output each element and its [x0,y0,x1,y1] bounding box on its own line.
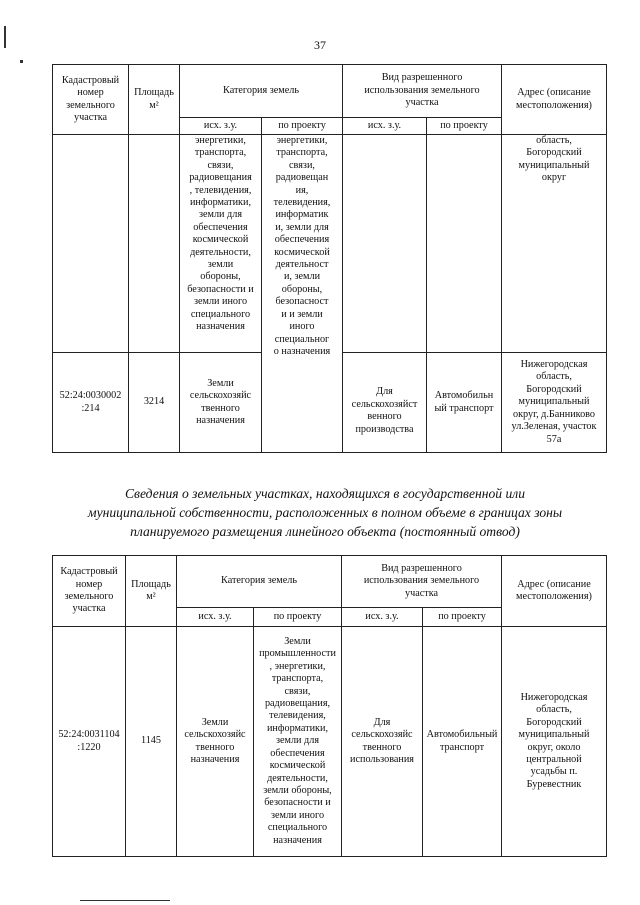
header-land-category: Категория земель [177,556,342,608]
section-title: Сведения о земельных участках, находящихся в государственной или муниципальной собственности, расположенных в полном объеме в границах зоны планируемого размещения линейного объекта (постоянный отвод) [87,486,563,539]
footnote-rule [80,900,170,901]
cell-use-existing-empty [343,135,427,353]
cell-area: 3214 [129,353,180,453]
header-area: Площадь м² [129,65,180,135]
header-category-existing: исх. з.у. [180,118,262,135]
cell-use-proposed-empty [427,135,502,353]
header-permitted-use: Вид разрешенного использования земельного участка [343,65,502,118]
cell-use-proposed: Автомобильный транспорт [423,627,502,857]
table-row [53,627,607,857]
cell-use-existing: Для сельскохозяйст венного производства [343,353,427,453]
cell-address: Нижегородская область, Богородский муниципальный округ, около центральной усадьбы п. Буревестник [502,627,607,857]
page-number: 37 [314,38,326,52]
cell-category-proposed: энергетики, транспорта, связи, радиовещан ия, телевидения, информатик и, земли для обеспечения космической деятельност и, земли обороны, безопасност и и земли иного специальног о назначения [262,135,343,453]
header-land-category: Категория земель [180,65,343,118]
cell-use-proposed: Автомобильн ый транспорт [427,353,502,453]
header-use-proposed: по проекту [423,608,502,627]
cell-category-existing: Земли сельскохозяйс твенного назначения [177,627,254,857]
cell-address: область, Богородский муниципальный округ [502,135,607,353]
table-row [53,135,607,353]
cell-area: 1145 [126,627,177,857]
header-address: Адрес (описание местоположения) [502,556,607,627]
cell-category-existing: Земли сельскохозяйс твенного назначения [180,353,262,453]
cell-area-empty [129,135,180,353]
header-cadastral-number: Кадастровый номер земельного участка [53,556,126,627]
header-category-proposed: по проекту [254,608,342,627]
cell-cadastral-empty [53,135,129,353]
cell-cadastral-number: 52:24:0030002 :214 [53,353,129,453]
cell-cadastral-number: 52:24:0031104 :1220 [53,627,126,857]
header-category-proposed: по проекту [262,118,343,135]
header-use-proposed: по проекту [427,118,502,135]
scan-mark [20,60,23,63]
cell-use-existing: Для сельскохозяйс твенного использования [342,627,423,857]
cell-category-proposed: Земли промышленности , энергетики, транспорта, связи, радиовещания, телевидения, информатики, земли для обеспечения космической деятельности, земли обороны, безопасности и земли иного специального назначения [254,627,342,857]
header-category-existing: исх. з.у. [177,608,254,627]
land-plots-table-2 [52,555,607,857]
cell-category-existing: энергетики, транспорта, связи, радиовещания , телевидения, информатики, земли для обеспечения космической деятельности, земли обороны, безопасности и земли иного специального назначения [180,135,262,353]
land-plots-table-1 [52,64,607,453]
header-address: Адрес (описание местоположения) [502,65,607,135]
header-use-existing: исх. з.у. [343,118,427,135]
header-cadastral-number: Кадастровый номер земельного участка [53,65,129,135]
header-use-existing: исх. з.у. [342,608,423,627]
header-permitted-use: Вид разрешенного использования земельного участка [342,556,502,608]
header-area: Площадь м² [126,556,177,627]
cell-address: Нижегородская область, Богородский муниципальный округ, д.Банниково ул.Зеленая, участок 57а [502,353,607,453]
